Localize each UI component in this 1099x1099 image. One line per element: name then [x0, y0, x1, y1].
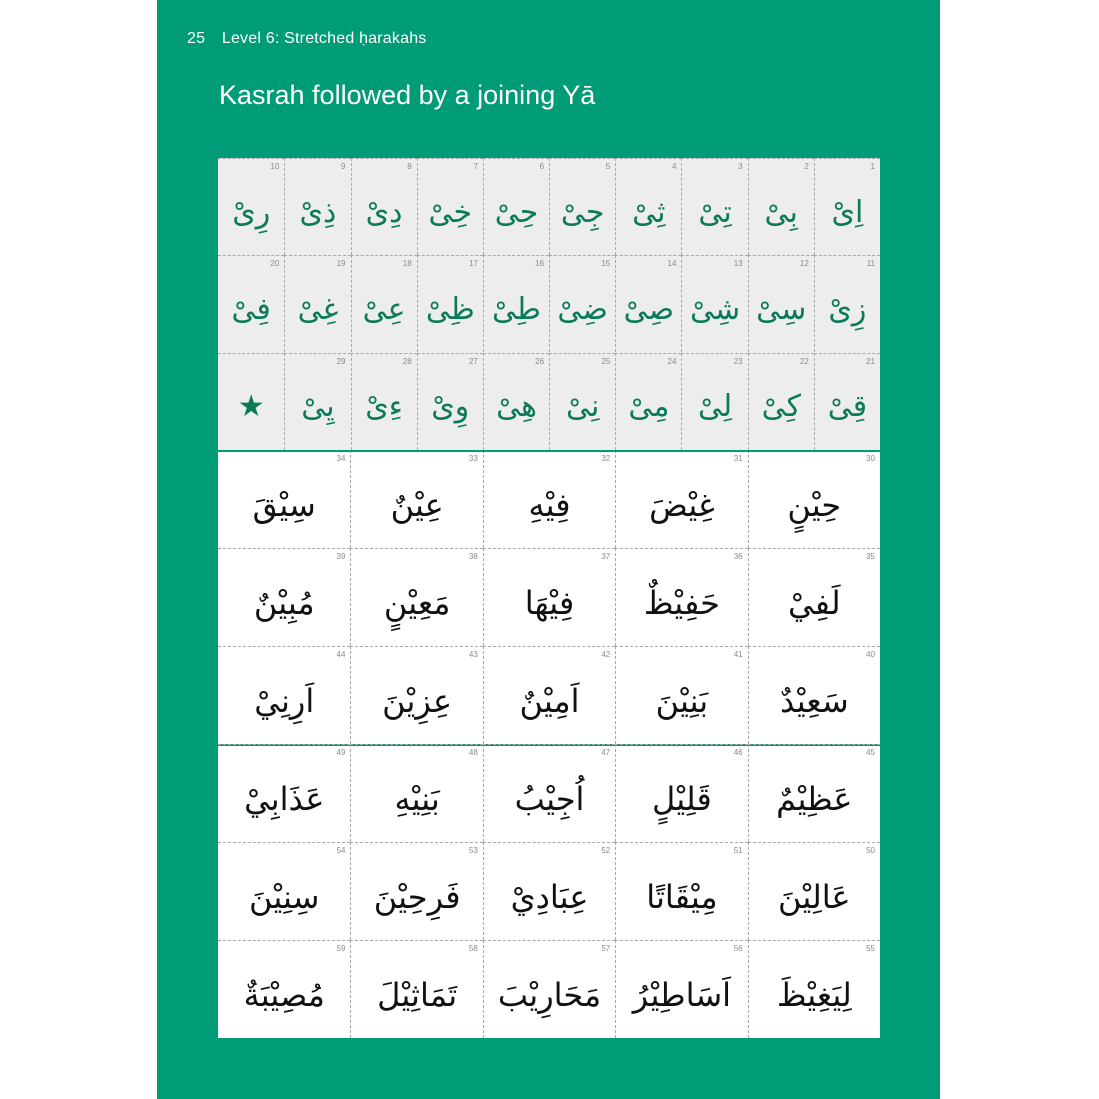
practice-cell	[483, 450, 615, 548]
cell-number: 46	[733, 748, 743, 757]
practice-word: حَفِيْظٌ	[643, 583, 720, 622]
practice-word: سَعِيْدٌ	[779, 681, 849, 720]
letter-syllable: ذِیْ	[299, 194, 337, 230]
practice-cell	[218, 255, 284, 352]
letter-syllable: غِیْ	[297, 291, 339, 327]
practice-word: عَظِيْمٌ	[776, 779, 853, 818]
letter-syllable: حِیْ	[494, 194, 539, 230]
cell-number: 53	[468, 846, 478, 855]
grid-row	[218, 158, 880, 255]
cell-number: 5	[605, 162, 611, 171]
cell-number: 58	[468, 944, 478, 953]
practice-word: عِزِيْنَ	[382, 681, 453, 720]
practice-word: فِيْهِ	[528, 485, 571, 524]
cell-number: 31	[733, 454, 743, 463]
cell-number: 33	[468, 454, 478, 463]
practice-word: غِيْضَ	[649, 485, 715, 524]
practice-word: فَرِحِيْنَ	[373, 877, 461, 916]
cell-number: 49	[336, 748, 346, 757]
grid-row	[218, 548, 880, 646]
grid-row	[218, 744, 880, 842]
practice-cell	[615, 548, 747, 646]
letter-syllable: جِیْ	[560, 194, 605, 230]
practice-word: عَالِيْنَ	[778, 877, 851, 916]
practice-cell	[814, 353, 880, 450]
cell-number: 44	[336, 650, 346, 659]
cell-number: 47	[601, 748, 611, 757]
practice-cell	[681, 255, 747, 352]
practice-cell	[218, 940, 350, 1038]
practice-cell	[483, 646, 615, 744]
letter-syllable: ظِیْ	[425, 291, 475, 327]
cell-number: 45	[866, 748, 875, 757]
grid-row	[218, 450, 880, 548]
cell-number: 7	[473, 162, 478, 171]
cell-number: 34	[336, 454, 346, 463]
cell-number: 2	[804, 162, 809, 171]
practice-cell	[748, 842, 880, 940]
cell-number: 27	[468, 356, 478, 366]
cell-number: 41	[733, 650, 743, 659]
practice-cell	[615, 646, 747, 744]
cell-number: 16	[535, 259, 545, 269]
practice-cell	[350, 744, 482, 842]
practice-word: مَحَارِيْبَ	[497, 975, 602, 1014]
practice-cell	[615, 158, 681, 255]
page-header	[187, 30, 427, 48]
practice-cell	[350, 450, 482, 548]
practice-cell	[284, 158, 350, 255]
practice-cell	[350, 842, 482, 940]
cell-number: 35	[866, 552, 875, 561]
cell-number: 22	[799, 356, 809, 366]
letter-syllable: دِیْ	[365, 194, 403, 230]
practice-word: فِيْهَا	[524, 583, 575, 622]
page-title: Kasrah followed by a joining Yā	[219, 80, 596, 110]
cell-number: 8	[407, 162, 412, 171]
level-label: Level 6: Stretched ḥarakahs	[221, 30, 427, 47]
practice-cell	[483, 548, 615, 646]
practice-word: عَذَابِيْ	[244, 779, 325, 818]
cell-number: 40	[866, 650, 875, 659]
letter-syllable: کِیْ	[761, 389, 801, 425]
practice-cell	[615, 450, 747, 548]
practice-cell	[218, 450, 350, 548]
letter-syllable: قِیْ	[827, 389, 868, 425]
page-background	[157, 0, 940, 1099]
cell-number: 50	[866, 846, 875, 855]
practice-cell	[748, 353, 814, 450]
practice-cell	[681, 158, 747, 255]
practice-cell	[748, 450, 880, 548]
letter-syllable: شِیْ	[689, 291, 741, 327]
practice-cell	[483, 744, 615, 842]
cell-number: 30	[866, 454, 875, 463]
letter-syllable: زِیْ	[828, 291, 867, 327]
cell-number: 28	[402, 356, 412, 366]
practice-cell	[218, 548, 350, 646]
practice-cell	[351, 158, 417, 255]
cell-number: 13	[733, 259, 743, 269]
practice-word: مُبِيْنٌ	[253, 583, 315, 622]
practice-cell	[483, 255, 549, 352]
practice-cell	[218, 646, 350, 744]
cell-number: 11	[866, 259, 875, 269]
cell-number: 52	[601, 846, 611, 855]
practice-cell	[218, 353, 284, 450]
letter-syllable: تِیْ	[698, 194, 732, 230]
practice-word: لَفِيْ	[788, 583, 841, 622]
practice-word: تَمَاثِيْلَ	[377, 975, 458, 1014]
letter-syllable: ثِیْ	[632, 194, 666, 230]
section-divider	[218, 450, 880, 452]
cell-number: 14	[667, 259, 677, 269]
page-number: 25	[187, 30, 206, 47]
cell-number: 21	[866, 356, 875, 366]
letter-syllable: عِیْ	[362, 291, 406, 327]
practice-cell	[615, 744, 747, 842]
practice-cell	[748, 158, 814, 255]
practice-cell	[218, 842, 350, 940]
cell-number: 1	[870, 162, 875, 171]
cell-number: 3	[738, 162, 743, 171]
practice-word: عِبَادِيْ	[510, 877, 589, 916]
practice-cell	[350, 548, 482, 646]
cell-number: 20	[270, 259, 280, 269]
cell-number: 17	[468, 259, 478, 269]
practice-cell	[351, 255, 417, 352]
cell-number: 29	[336, 356, 346, 366]
practice-cell	[748, 940, 880, 1038]
cell-number: 12	[799, 259, 809, 269]
practice-word: اُجِيْبُ	[514, 779, 585, 818]
practice-word: سِنِيْنَ	[249, 877, 320, 916]
practice-word: عِيْنٌ	[390, 485, 444, 524]
grid-row	[218, 255, 880, 352]
cell-number: 23	[733, 356, 743, 366]
practice-word: اَسَاطِيْرُ	[632, 975, 732, 1014]
letter-syllable: اِیْ	[831, 194, 864, 230]
letter-syllable: بِیْ	[764, 194, 798, 230]
practice-cell	[417, 255, 483, 352]
practice-word: سِيْقَ	[252, 485, 316, 524]
practice-cell	[549, 255, 615, 352]
practice-word: مَعِيْنٍ	[383, 583, 451, 622]
letter-syllable: لِیْ	[697, 389, 733, 425]
practice-word: قَلِيْلٍ	[652, 779, 712, 818]
practice-cell	[748, 744, 880, 842]
cell-number: 56	[733, 944, 743, 953]
words-section-2	[218, 744, 880, 1038]
cell-number: 32	[601, 454, 611, 463]
practice-cell	[615, 255, 681, 352]
practice-cell	[814, 255, 880, 352]
letter-syllable: خِیْ	[428, 194, 473, 230]
practice-cell	[748, 548, 880, 646]
practice-cell	[284, 255, 350, 352]
letter-syllable: ءِیْ	[365, 389, 403, 425]
letter-syllable: طِیْ	[492, 291, 541, 327]
practice-cell	[417, 158, 483, 255]
grid-row	[218, 646, 880, 744]
practice-cell	[417, 353, 483, 450]
cell-number: 37	[601, 552, 611, 561]
practice-cell	[615, 940, 747, 1038]
practice-cell	[681, 353, 747, 450]
letter-syllable: فِیْ	[231, 291, 271, 327]
practice-word: بَنِيْنَ	[655, 681, 709, 720]
words-section-1	[218, 450, 880, 744]
letter-syllable: صِیْ	[623, 291, 675, 327]
cell-number: 26	[535, 356, 545, 366]
cell-number: 9	[341, 162, 346, 171]
cell-number: 10	[270, 162, 280, 171]
cell-number: 25	[601, 356, 611, 366]
practice-cell	[748, 255, 814, 352]
letter-syllable: مِیْ	[628, 389, 670, 425]
letters-section	[218, 158, 880, 450]
practice-cell	[483, 353, 549, 450]
letter-syllable: سِیْ	[756, 291, 807, 327]
practice-word: اَرِنِيْ	[254, 681, 315, 720]
practice-cell	[615, 353, 681, 450]
practice-word: حِيْنٍ	[787, 485, 842, 524]
cell-number: 18	[402, 259, 412, 269]
letter-syllable: هِیْ	[496, 389, 537, 425]
cell-number: 6	[539, 162, 545, 171]
practice-word: لِيَغِيْظَ	[776, 975, 852, 1014]
cell-number: 55	[866, 944, 875, 953]
practice-cell	[549, 158, 615, 255]
grid-row	[218, 353, 880, 450]
letter-syllable: نِیْ	[565, 389, 600, 425]
letter-syllable: رِیْ	[232, 194, 271, 230]
cell-number: 43	[468, 650, 478, 659]
practice-cell	[218, 158, 284, 255]
practice-cell	[350, 940, 482, 1038]
practice-cell	[615, 842, 747, 940]
practice-cell	[483, 158, 549, 255]
cell-number: 51	[733, 846, 743, 855]
practice-cell	[483, 842, 615, 940]
cell-number: 15	[601, 259, 611, 269]
practice-word: بَنِيْهِ	[394, 779, 440, 818]
practice-cell	[351, 353, 417, 450]
grid-row	[218, 842, 880, 940]
cell-number: 24	[667, 356, 677, 366]
practice-cell	[483, 940, 615, 1038]
cell-number: 57	[601, 944, 611, 953]
practice-grid	[218, 158, 880, 1038]
letter-syllable: ضِیْ	[557, 291, 608, 327]
star-icon: ★	[237, 389, 265, 425]
practice-cell	[350, 646, 482, 744]
practice-cell	[284, 353, 350, 450]
practice-word: مُصِيْبَةٌ	[243, 975, 325, 1014]
practice-cell	[549, 353, 615, 450]
cell-number: 39	[336, 552, 346, 561]
letter-syllable: یِیْ	[301, 389, 335, 425]
practice-word: مِيْقَاتًا	[646, 877, 718, 916]
practice-cell	[218, 744, 350, 842]
cell-number: 42	[601, 650, 611, 659]
grid-row	[218, 940, 880, 1038]
cell-number: 19	[336, 259, 346, 269]
cell-number: 38	[468, 552, 478, 561]
practice-cell	[814, 158, 880, 255]
letter-syllable: وِیْ	[431, 389, 470, 425]
practice-cell	[748, 646, 880, 744]
cell-number: 54	[336, 846, 346, 855]
cell-number: 4	[671, 162, 677, 171]
cell-number: 59	[336, 944, 346, 953]
practice-word: اَمِيْنٌ	[519, 681, 580, 720]
cell-number: 48	[468, 748, 478, 757]
cell-number: 36	[733, 552, 743, 561]
